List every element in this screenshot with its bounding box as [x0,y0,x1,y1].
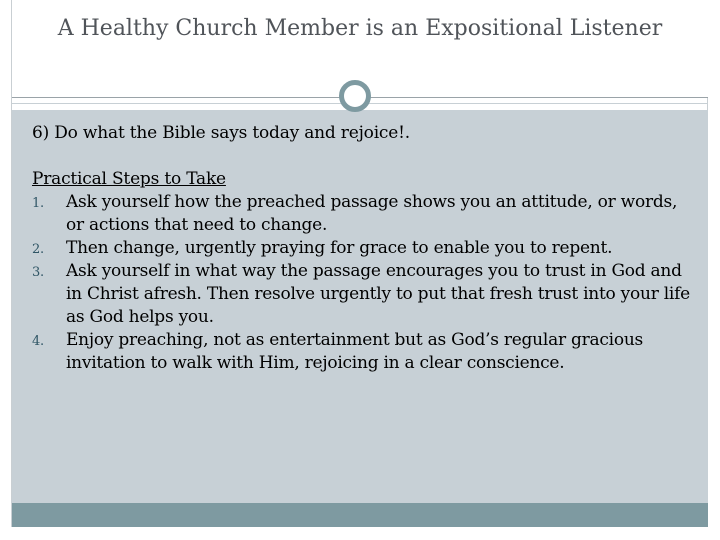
list-item-number: 3. [32,265,44,280]
steps-list [32,191,692,375]
list-item-text: Ask yourself in what way the passage encourages you to trust in God and in Christ afresh. Then resolve urgently to put that fresh trust into your life as God helps you. [66,261,690,327]
list-item [32,191,692,237]
intro-text: 6) Do what the Bible says today and rejoice!. [32,123,410,143]
list-item [32,260,692,329]
list-item-text: Enjoy preaching, not as entertainment but as God’s regular gracious invitation to walk with Him, rejoicing in a clear conscience. [66,330,643,373]
list-item-text: Then change, urgently praying for grace to enable you to repent. [66,238,613,258]
slide-title: A Healthy Church Member is an Expositional Listener [57,16,663,41]
list-item-number: 1. [32,196,44,211]
footer-bar [12,503,708,527]
circle-ornament-icon [339,80,371,112]
steps-heading: Practical Steps to Take [32,169,226,189]
list-item-text: Ask yourself how the preached passage shows you an attitude, or words, or actions that need to change. [66,192,678,235]
content-area [12,110,708,503]
list-item [32,237,692,260]
list-item [32,329,692,375]
list-item-number: 2. [32,242,44,257]
list-item-number: 4. [32,334,44,349]
content-body [32,122,692,375]
spacer [32,145,692,168]
